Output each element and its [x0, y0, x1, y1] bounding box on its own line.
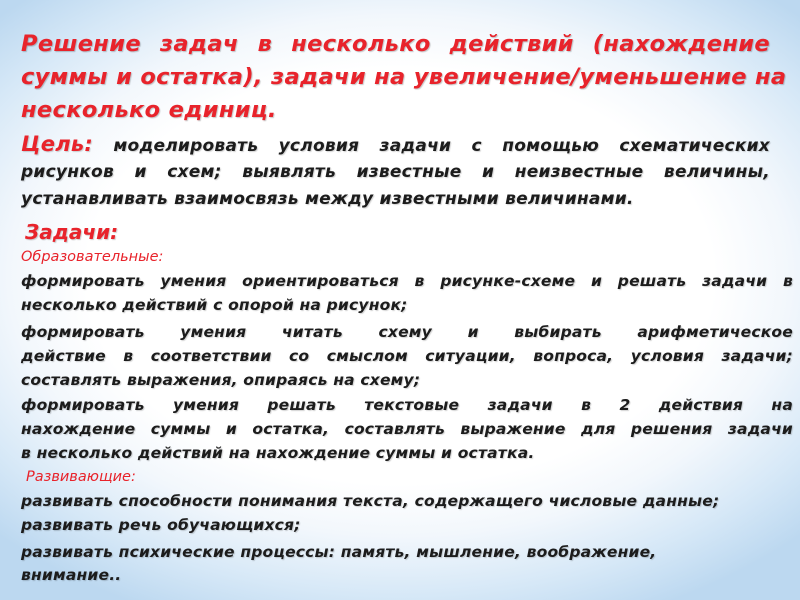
goal-label: Цель:: [21, 132, 94, 156]
title-line-2: суммы и остатка), задачи на увеличение/уменьшение на: [21, 64, 787, 90]
educational-line-3: формировать умения читать схему и выбирать арифметическое: [21, 323, 793, 341]
goal-text-1: моделировать условия задачи с помощью схематических: [113, 136, 770, 156]
educational-line-4: действие в соответствии со смыслом ситуации, вопроса, условия задачи;: [21, 347, 793, 365]
title-line-3: несколько единиц.: [21, 97, 277, 123]
developing-line-1: развивать способности понимания текста, содержащего числовые данные;: [21, 492, 720, 510]
educational-line-2: несколько действий с опорой на рисунок;: [21, 296, 408, 314]
educational-line-5: составлять выражения, опираясь на схему;: [21, 371, 421, 389]
title-line-1: Решение задач в несколько действий (нахождение: [21, 31, 770, 57]
goal-line-1: [21, 132, 770, 159]
goal-line-3: устанавливать взаимосвязь между известными величинами.: [21, 189, 634, 209]
educational-line-1: формировать умения ориентироваться в рисунке-схеме и решать задачи в: [21, 272, 793, 290]
developing-line-3: развивать психические процессы: память, мышление, воображение,: [21, 543, 657, 561]
developing-line-4: внимание..: [21, 566, 122, 584]
developing-line-2: развивать речь обучающихся;: [21, 516, 301, 534]
educational-line-6: формировать умения решать текстовые задачи в 2 действия на: [21, 396, 793, 414]
educational-line-8: в несколько действий на нахождение суммы и остатка.: [21, 444, 535, 462]
educational-line-7: нахождение суммы и остатка, составлять выражение для решения задачи: [21, 420, 793, 438]
educational-heading: Образовательные:: [21, 249, 164, 265]
developing-heading: Развивающие:: [26, 469, 136, 485]
tasks-heading: Задачи:: [25, 220, 119, 244]
goal-line-2: рисунков и схем; выявлять известные и неизвестные величины,: [21, 162, 770, 182]
